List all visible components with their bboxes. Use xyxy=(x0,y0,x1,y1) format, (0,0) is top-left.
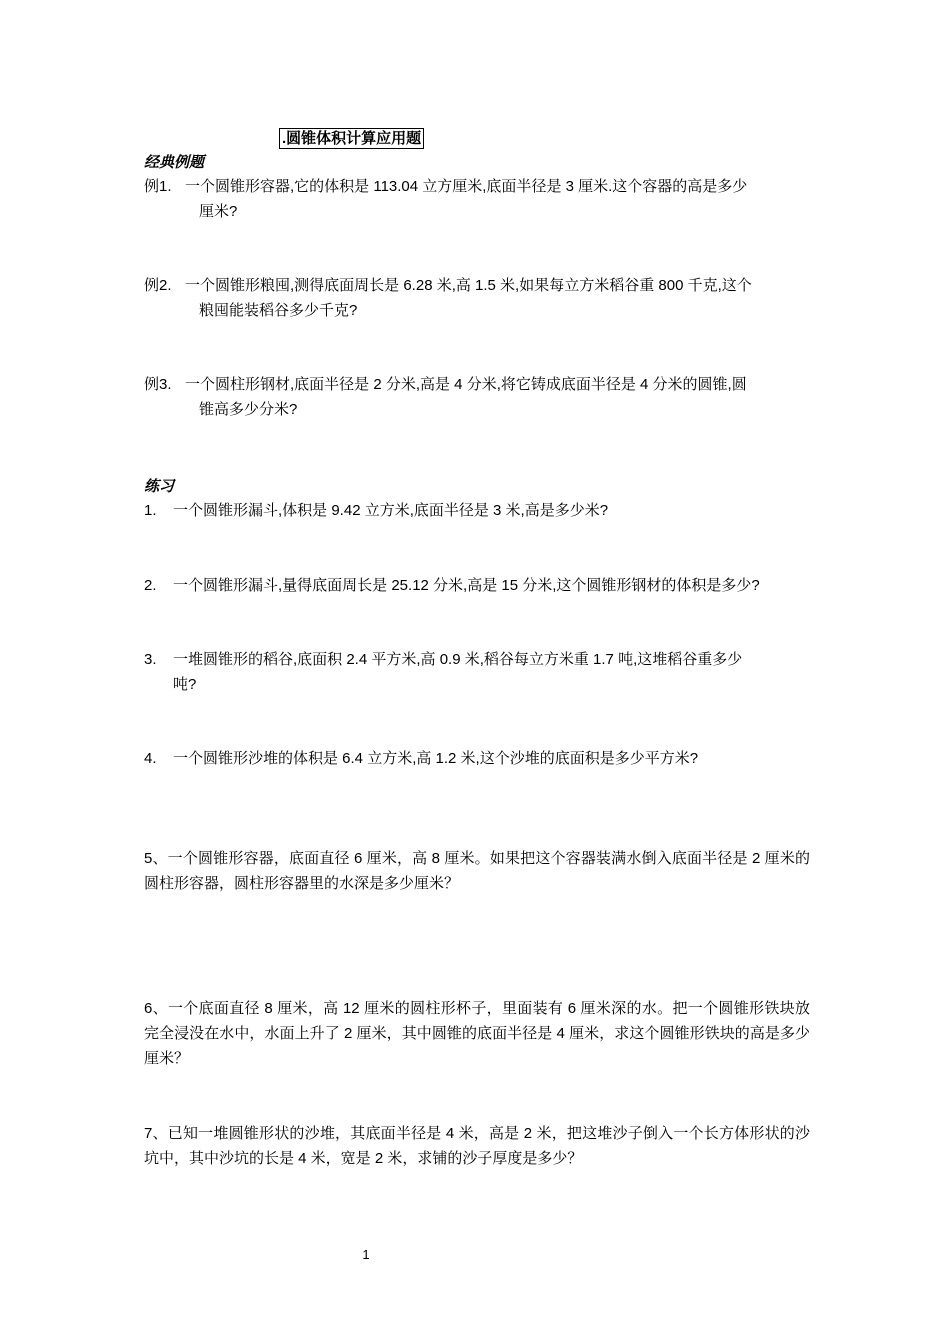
practice-heading: 练习 xyxy=(144,478,175,495)
problem-5: 5、一个圆锥形容器，底面直径 6 厘米，高 8 厘米。如果把这个容器装满水倒入底面半径是 2 厘米的圆柱形容器，圆柱形容器里的水深是多少厘米？ xyxy=(144,850,810,892)
example-item xyxy=(144,274,824,323)
example-text-continued: 厘米? xyxy=(199,202,238,220)
practice-label: 3. xyxy=(144,651,157,668)
example-text-continued: 粮囤能装稻谷多少千克? xyxy=(199,301,358,319)
problem-7: 7、已知一堆圆锥形状的沙堆，其底面半径是 4 米，高是 2 米，把这堆沙子倒入一个长方体形状的沙坑中，其中沙坑的长是 4 米，宽是 2 米，求铺的沙子厚度是多少？ xyxy=(144,1125,810,1167)
example-label: 例3. xyxy=(144,376,172,393)
example-text: 一个圆锥形容器,它的体积是 113.04 立方厘米,底面半径是 3 厘米.这个容器的高是多少 xyxy=(185,178,748,195)
page-title: .圆锥体积计算应用题 xyxy=(279,128,424,149)
practice-item xyxy=(144,574,824,599)
practice-item xyxy=(144,747,824,772)
practice-label: 4. xyxy=(144,750,157,767)
practice-text: 一个圆锥形漏斗,体积是 9.42 立方米,底面半径是 3 米,高是多少米? xyxy=(173,502,609,519)
practice-label: 1. xyxy=(144,502,157,519)
example-text: 一个圆锥形粮囤,测得底面周长是 6.28 米,高 1.5 米,如果每立方米稻谷重 800 千克,这个 xyxy=(185,277,752,294)
practice-text: 一个圆锥形沙堆的体积是 6.4 立方米,高 1.2 米,这个沙堆的底面积是多少平方米? xyxy=(173,750,699,767)
example-item xyxy=(144,175,824,224)
example-text-continued: 锥高多少分米? xyxy=(199,400,298,418)
page-number: 1 xyxy=(362,1247,370,1262)
example-text: 一个圆柱形钢材,底面半径是 2 分米,高是 4 分米,将它铸成底面半径是 4 分米的圆锥,圆 xyxy=(185,376,747,393)
problem-6: 6、一个底面直径 8 厘米，高 12 厘米的圆柱形杯子，里面装有 6 厘米深的水。把一个圆锥形铁块放完全浸没在水中，水面上升了 2 厘米，其中圆锥的底面半径是 4 厘米，求这个圆锥形铁块的高是多少厘米？ xyxy=(144,1000,810,1067)
examples-heading: 经典例题 xyxy=(144,154,205,171)
example-item xyxy=(144,373,824,422)
example-label: 例2. xyxy=(144,277,172,294)
practice-item xyxy=(144,499,824,524)
example-label: 例1. xyxy=(144,178,172,195)
practice-text-continued: 吨? xyxy=(173,675,197,693)
practice-item xyxy=(144,648,824,697)
practice-label: 2. xyxy=(144,577,157,594)
practice-text: 一个圆锥形漏斗,量得底面周长是 25.12 分米,高是 15 分米,这个圆锥形钢材的体积是多少? xyxy=(173,577,760,594)
practice-text: 一堆圆锥形的稻谷,底面积 2.4 平方米,高 0.9 米,稻谷每立方米重 1.7 吨,这堆稻谷重多少 xyxy=(173,651,743,668)
